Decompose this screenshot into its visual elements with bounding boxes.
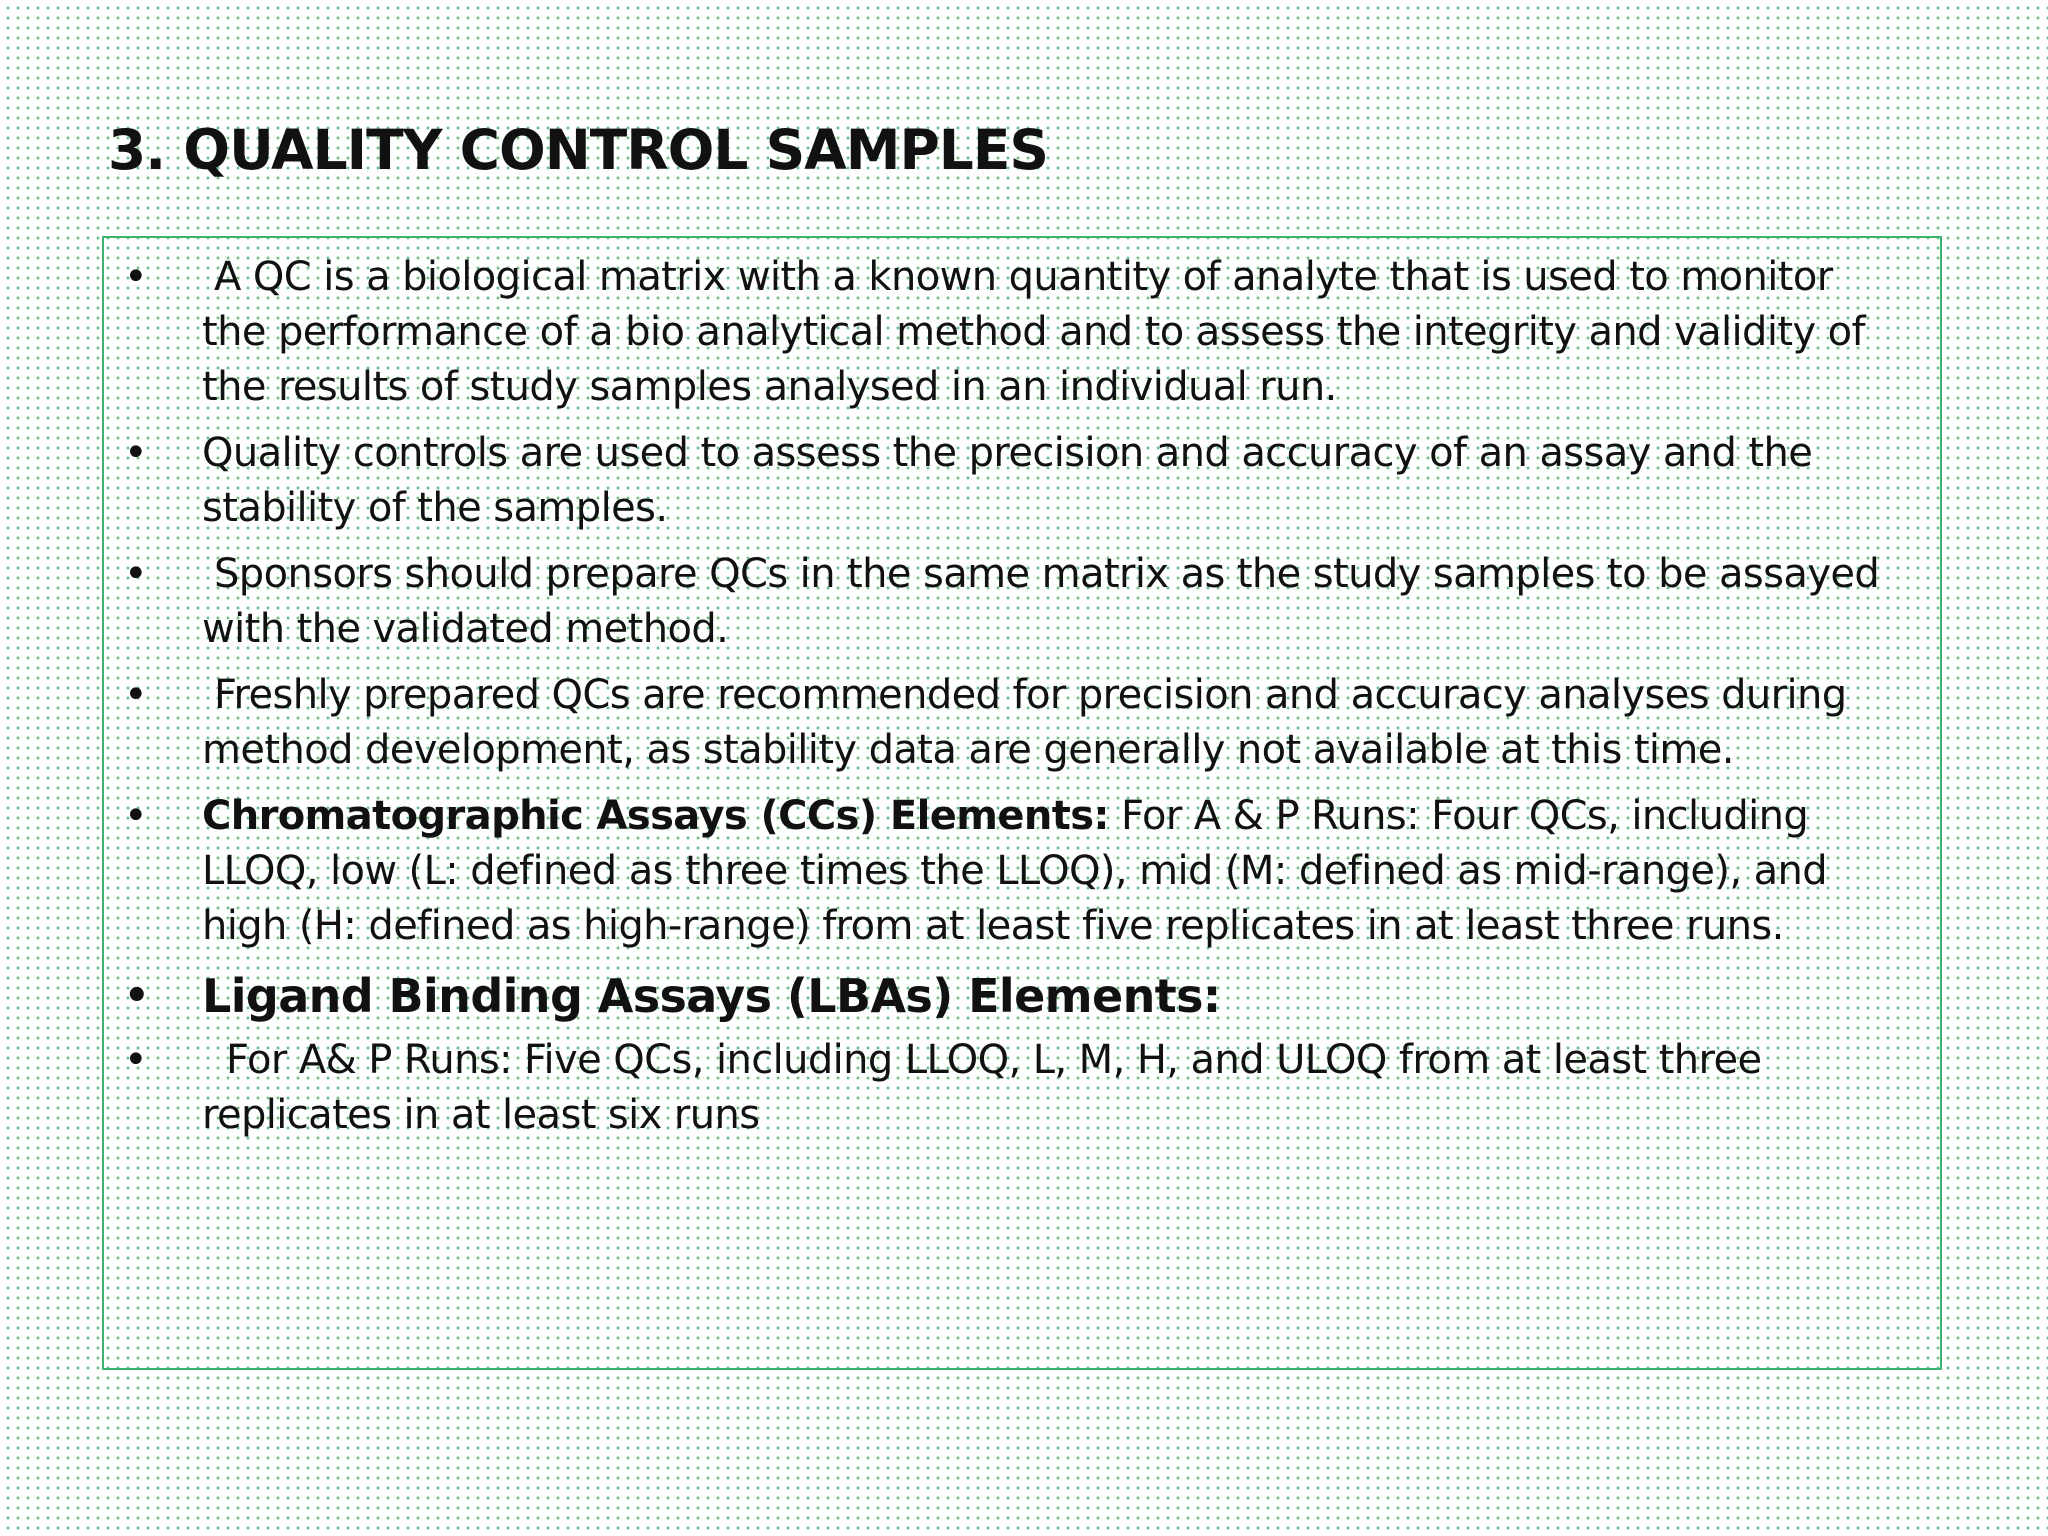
bullet-text: Freshly prepared QCs are recommended for precision and accuracy analyses during method development, as stability data are generally not available at this time.	[202, 672, 1847, 773]
bullet-heading-text: Ligand Binding Assays (LBAs) Elements:	[202, 969, 1221, 1023]
bullet-item-qc-definition	[104, 250, 1940, 415]
bullet-icon: •	[124, 254, 147, 300]
bullet-icon: •	[124, 672, 147, 718]
slide-title: 3. QUALITY CONTROL SAMPLES	[108, 118, 1049, 182]
bullet-item-lba-runs	[104, 1033, 1940, 1143]
bullet-text: Quality controls are used to assess the precision and accuracy of an assay and the stability of the samples.	[202, 430, 1813, 531]
bullet-item-ligand-binding-heading	[104, 965, 1940, 1027]
bullet-item-quality-controls	[104, 426, 1940, 536]
bullet-icon: •	[124, 793, 147, 839]
bullet-icon: •	[124, 973, 149, 1019]
bullet-item-sponsors	[104, 547, 1940, 657]
bullet-bold-label: Chromatographic Assays (CCs) Elements:	[202, 793, 1109, 839]
bullet-text: For A & P Runs: Four QCs, including LLOQ, low (L: defined as three times the LLOQ), mid (M: defined as mid-range), and high (H: defined as high-range) from at least five replicates in at least three runs.	[202, 793, 1828, 949]
bullet-item-freshly-prepared	[104, 668, 1940, 778]
bullet-icon: •	[124, 430, 147, 476]
bullet-icon: •	[124, 1037, 147, 1083]
bullet-list	[104, 250, 1940, 1154]
bullet-text: A QC is a biological matrix with a known quantity of analyte that is used to monitor the performance of a bio analytical method and to assess the integrity and validity of the results of study samples analysed in an individual run.	[202, 254, 1865, 410]
bullet-text: For A& P Runs: Five QCs, including LLOQ, L, M, H, and ULOQ from at least three replicates in at least six runs	[202, 1037, 1762, 1138]
bullet-item-chromatographic-assays	[104, 789, 1940, 954]
bullet-icon: •	[124, 551, 147, 597]
content-box	[102, 236, 1942, 1370]
bullet-text: Sponsors should prepare QCs in the same matrix as the study samples to be assayed with the validated method.	[202, 551, 1880, 652]
